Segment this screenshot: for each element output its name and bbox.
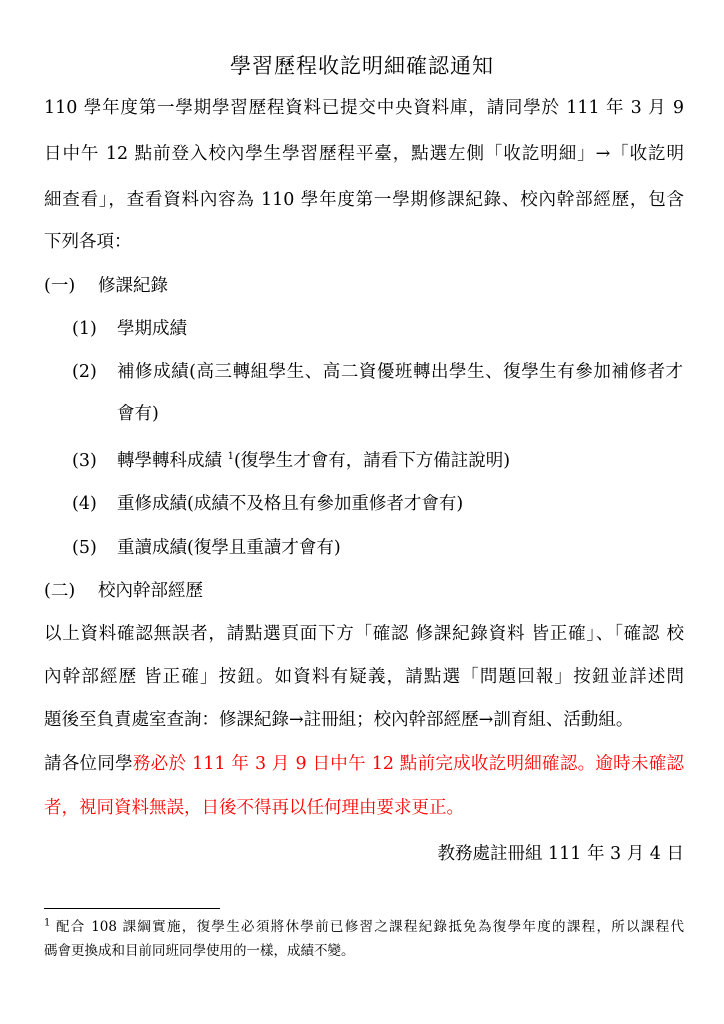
item-2-text: 補修成績(高三轉組學生、高二資優班轉出學生、復學生有參加補修者才 <box>117 362 683 382</box>
footnote-line-1: $^1$ 配合 108 課綱實施，復學生必須將休學前已修習之課程紀錄抵免為復學年度的課程，所以課程代 <box>44 917 684 935</box>
intro-line-4: 下列各項： <box>44 232 132 252</box>
page-title: 學習歷程收訖明細確認通知 <box>230 54 494 78</box>
item-3-number: (3) <box>72 451 97 471</box>
section-2-number: (二) <box>44 581 76 601</box>
section-2-label: 校內幹部經歷 <box>98 581 203 601</box>
item-2-number: (2) <box>72 362 97 382</box>
item-4-number: (4) <box>72 494 97 514</box>
confirm-line-3: 題後至負責處室查詢：修課紀錄→註冊組；校內幹部經歷→訓育組、活動組。 <box>44 710 634 730</box>
section-1-label: 修課紀錄 <box>98 276 168 296</box>
footnote-mark: 1 <box>44 917 51 929</box>
notice-line-1: 請各位同學務必於 111 年 3 月 9 日中午 12 點前完成收訖明細確認。逾時未確認 <box>44 754 684 774</box>
intro-line-2: 日中午 12 點前登入校內學生學習歷程平臺，點選左側「收訖明細」→「收訖明 <box>44 144 684 164</box>
item-1-text: 學期成績 <box>117 319 187 339</box>
item-2-continuation: 會有) <box>117 404 159 424</box>
intro-line-3: 細查看」，查看資料內容為 110 學年度第一學期修課紀錄、校內幹部經歷，包含 <box>44 190 684 210</box>
footnote-ref: 1 <box>227 451 234 463</box>
item-3-text: 轉學轉科成績 $^1$(復學生才會有，請看下方備註說明) <box>117 451 511 471</box>
intro-line-1: 110 學年度第一學期學習歷程資料已提交中央資料庫，請同學於 111 年 3 月 9 <box>44 98 684 118</box>
signature: 教務處註冊組 111 年 3 月 4 日 <box>437 844 684 864</box>
footnote-divider <box>44 908 220 909</box>
item-5-text: 重讀成績(復學且重讀才會有) <box>117 538 341 558</box>
item-1-number: (1) <box>72 319 97 339</box>
item-4-text: 重修成績(成績不及格且有參加重修者才會有) <box>117 494 464 514</box>
footnote-line-2: 碼會更換成和目前同班同學使用的一樣，成績不變。 <box>44 943 355 959</box>
deadline-warning: 務必於 111 年 3 月 9 日中午 12 點前完成收訖明細確認。逾時未確認 <box>132 754 684 774</box>
item-5-number: (5) <box>72 538 97 558</box>
section-1-number: (一) <box>44 276 76 296</box>
notice-line-2: 者，視同資料無誤，日後不得再以任何理由要求更正。 <box>44 798 464 818</box>
confirm-line-2: 內幹部經歷 皆正確」按鈕。如資料有疑義，請點選「問題回報」按鈕並詳述問 <box>44 667 684 687</box>
confirm-line-1: 以上資料確認無誤者，請點選頁面下方「確認 修課紀錄資料 皆正確」、「確認 校 <box>44 624 684 644</box>
